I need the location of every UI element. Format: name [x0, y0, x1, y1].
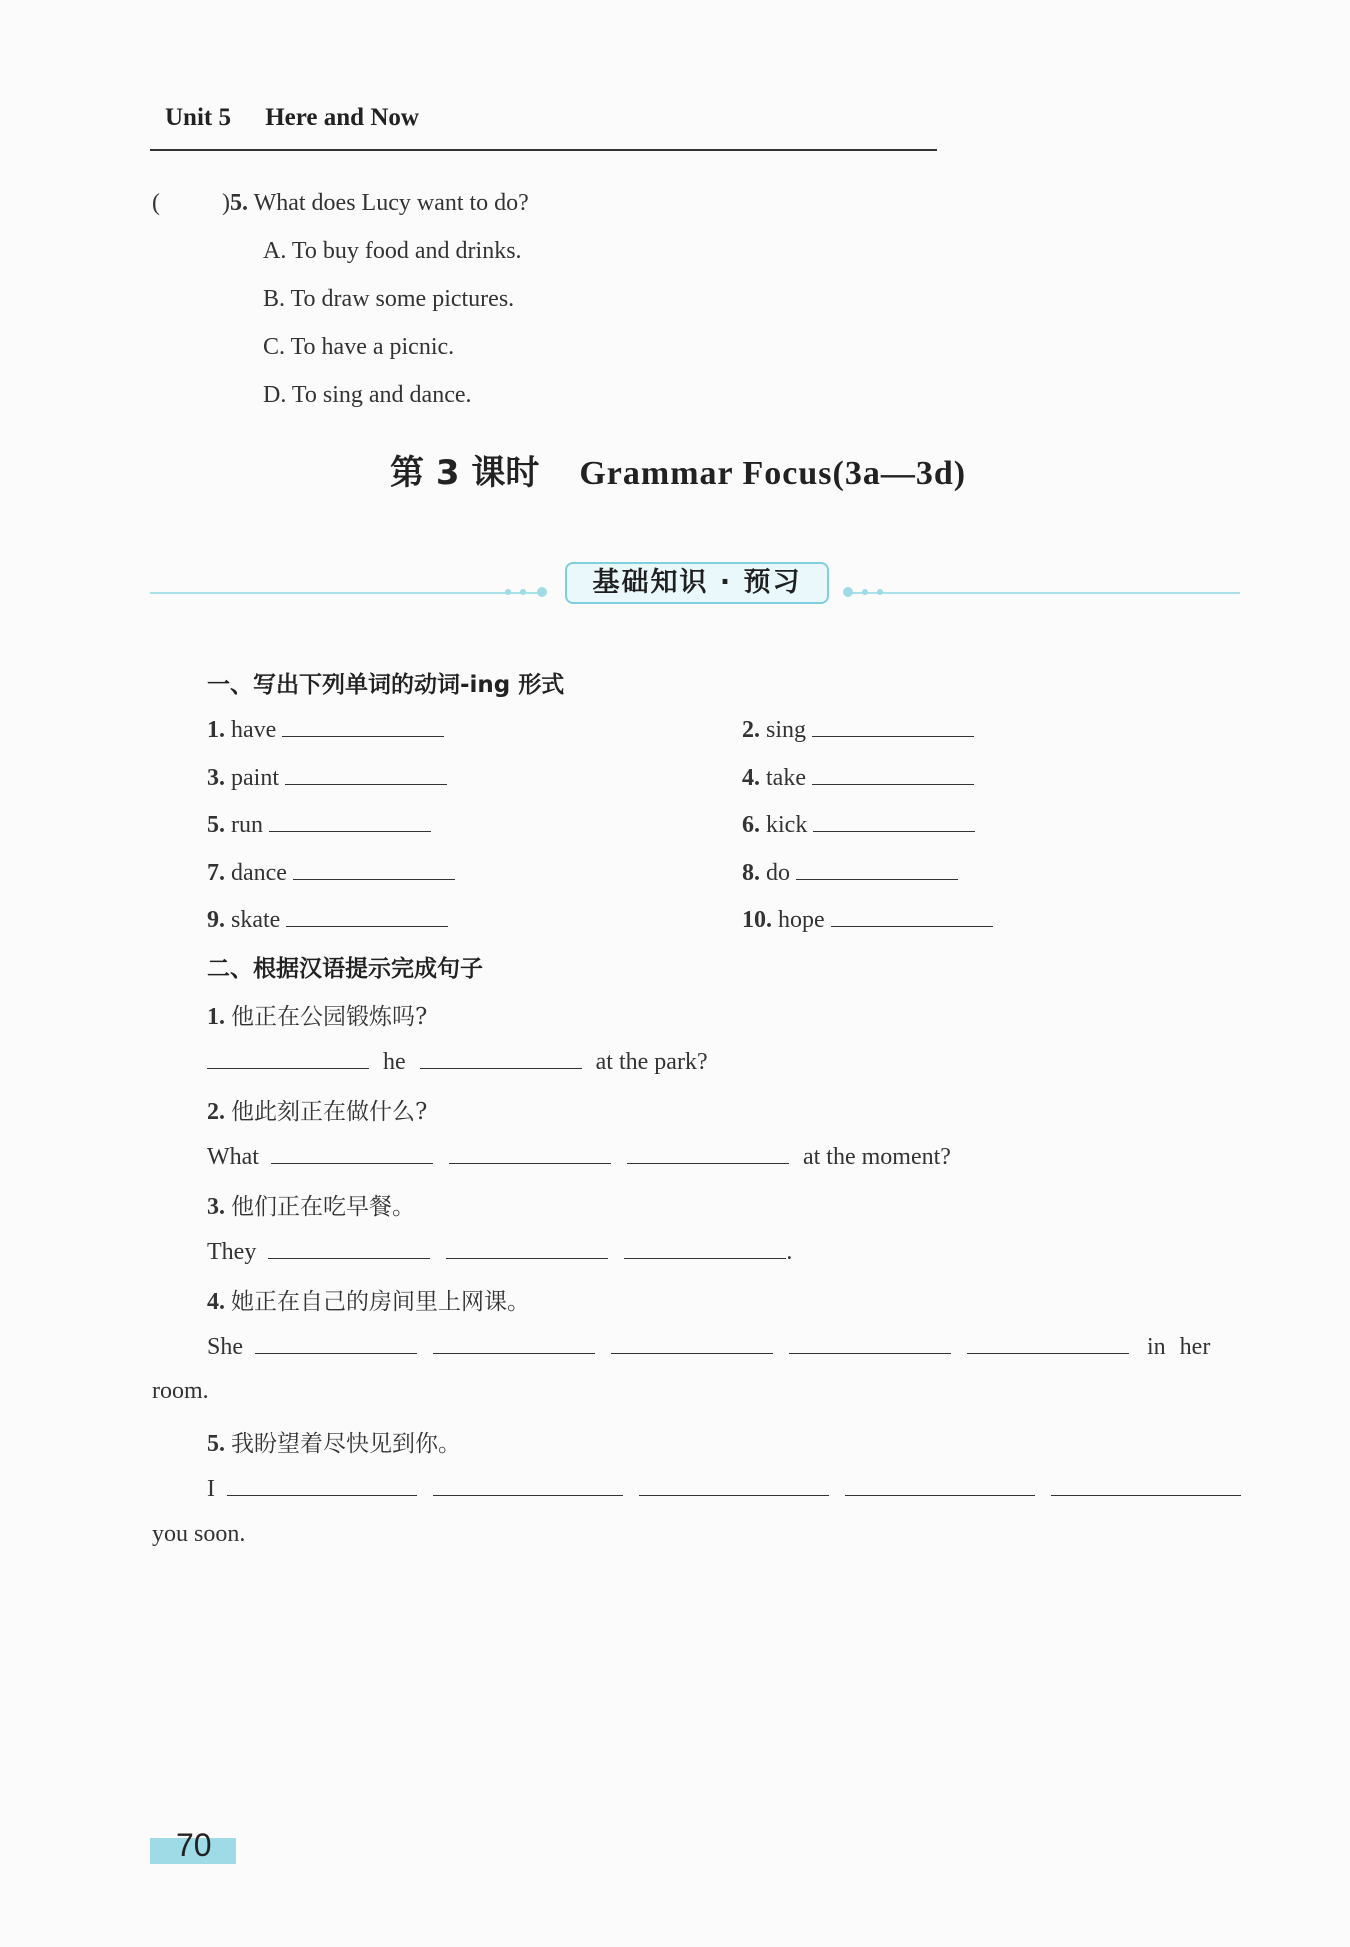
sentence-prompt: 3. 他们正在吃早餐。	[207, 1194, 415, 1220]
answer-blank[interactable]	[845, 1473, 1035, 1496]
answer-blank[interactable]	[611, 1331, 773, 1354]
vocab-item: 4. take	[742, 762, 974, 792]
banner-dot	[862, 589, 868, 595]
banner-dot	[537, 587, 547, 597]
banner-dot	[520, 589, 526, 595]
answer-blank[interactable]	[282, 714, 444, 737]
answer-blank[interactable]	[627, 1141, 789, 1164]
answer-blank[interactable]	[1051, 1473, 1241, 1496]
option-c: C. To have a picnic.	[263, 334, 455, 360]
sentence-wrap: you soon.	[152, 1521, 246, 1547]
answer-blank[interactable]	[268, 1236, 430, 1259]
answer-blank[interactable]	[227, 1473, 417, 1496]
sentence-line: I	[207, 1473, 1241, 1503]
vocab-item: 6. kick	[742, 809, 975, 839]
answer-blank[interactable]	[446, 1236, 608, 1259]
answer-blank[interactable]	[449, 1141, 611, 1164]
answer-bracket-close: )	[222, 190, 230, 216]
answer-blank[interactable]	[967, 1331, 1129, 1354]
banner-line-left	[150, 592, 540, 594]
vocab-item: 5. run	[207, 809, 431, 839]
answer-blank[interactable]	[796, 857, 958, 880]
answer-blank[interactable]	[207, 1046, 369, 1069]
answer-blank[interactable]	[286, 904, 448, 927]
sentence-prompt: 5. 我盼望着尽快见到你。	[207, 1431, 461, 1457]
section-2-title: 二、根据汉语提示完成句子	[207, 956, 483, 982]
answer-blank[interactable]	[271, 1141, 433, 1164]
lesson-title	[390, 445, 966, 494]
banner-dot	[505, 589, 511, 595]
answer-blank[interactable]	[639, 1473, 829, 1496]
sentence-line: She in her	[207, 1331, 1210, 1361]
lesson-title-en: Grammar Focus(3a—3d)	[579, 455, 967, 492]
option-d: D. To sing and dance.	[263, 382, 472, 408]
answer-blank[interactable]	[812, 714, 974, 737]
sentence-wrap: room.	[152, 1378, 209, 1404]
banner-dot	[843, 587, 853, 597]
sentence-line: What at the moment?	[207, 1141, 951, 1171]
answer-blank[interactable]	[269, 809, 431, 832]
page-number: 70	[176, 1827, 212, 1863]
answer-blank[interactable]	[293, 857, 455, 880]
answer-blank[interactable]	[624, 1236, 786, 1259]
section-banner: 基础知识 · 预习	[565, 562, 829, 604]
section-1-title: 一、写出下列单词的动词-ing 形式	[207, 672, 565, 698]
vocab-item: 2. sing	[742, 714, 974, 744]
answer-blank[interactable]	[813, 809, 975, 832]
question-text: What does Lucy want to do?	[253, 190, 529, 216]
sentence-line: he at the park?	[207, 1046, 708, 1076]
sentence-prompt: 1. 他正在公园锻炼吗?	[207, 1004, 428, 1030]
unit-header	[165, 104, 419, 132]
sentence-line: They .	[207, 1236, 792, 1266]
header-rule	[150, 149, 937, 151]
vocab-item: 10. hope	[742, 904, 993, 934]
unit-label: Unit 5	[165, 104, 231, 131]
banner-line-right	[850, 592, 1240, 594]
answer-blank[interactable]	[831, 904, 993, 927]
answer-blank[interactable]	[812, 762, 974, 785]
vocab-item: 9. skate	[207, 904, 448, 934]
answer-blank[interactable]	[255, 1331, 417, 1354]
answer-bracket-open: (	[152, 190, 160, 216]
question-5	[152, 190, 529, 217]
sentence-prompt: 2. 他此刻正在做什么?	[207, 1099, 428, 1125]
answer-blank[interactable]	[433, 1331, 595, 1354]
unit-title: Here and Now	[265, 104, 419, 131]
answer-blank[interactable]	[420, 1046, 582, 1069]
answer-blank[interactable]	[433, 1473, 623, 1496]
sentence-prompt: 4. 她正在自己的房间里上网课。	[207, 1289, 530, 1315]
vocab-item: 7. dance	[207, 857, 455, 887]
question-number: 5.	[230, 190, 248, 216]
option-a: A. To buy food and drinks.	[263, 238, 522, 264]
answer-blank[interactable]	[285, 762, 447, 785]
vocab-item: 8. do	[742, 857, 958, 887]
option-b: B. To draw some pictures.	[263, 286, 515, 312]
lesson-title-cn: 第 3 课时	[390, 453, 540, 493]
answer-blank[interactable]	[789, 1331, 951, 1354]
banner-dot	[877, 589, 883, 595]
vocab-item: 3. paint	[207, 762, 447, 792]
vocab-item: 1. have	[207, 714, 444, 744]
